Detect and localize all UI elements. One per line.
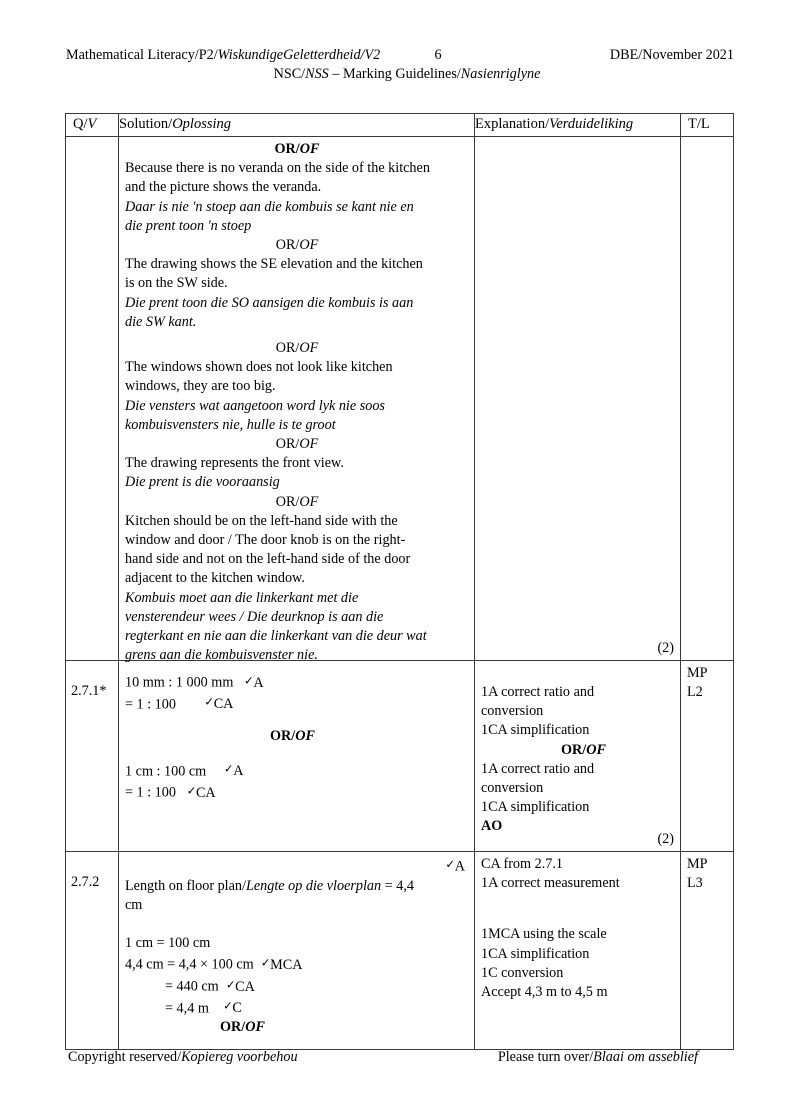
turn-over-af: Blaai om asseblief (593, 1049, 698, 1065)
header-subject-text: Mathematical Literacy/P2/ (66, 47, 218, 63)
spacer (125, 664, 469, 671)
taxonomy-value (681, 137, 733, 142)
solution-content (119, 137, 474, 664)
header-line-2 (66, 65, 734, 84)
ratio-expression-2: = 1 : 100 (125, 696, 176, 713)
check-mark-icon: ✓ (223, 761, 234, 776)
column-header-explanation-af: Verduideliking (549, 116, 634, 132)
measurement-label-en: Length on floor plan/ (125, 877, 246, 894)
ratio-expression-1: 10 mm : 1 000 mm (125, 674, 234, 691)
solution-content (119, 661, 474, 851)
measurement-annotation (125, 855, 469, 877)
or-separator (125, 339, 469, 358)
question-number-value: 2.7.2 (71, 874, 100, 890)
alt-answer-3-en-line2: windows, they are too big. (125, 378, 276, 395)
or-separator (125, 435, 469, 454)
row-taxonomy-cell (681, 661, 734, 852)
mark-code: CA (235, 978, 255, 995)
mark-code: CA (213, 696, 234, 713)
alt-answer-3-af-line1: Die vensters wat aangetoon word lyk nie soos (125, 397, 385, 414)
alt-answer-2-en-line2: is on the SW side. (125, 275, 228, 292)
alt-answer-5-af-line1: Kombuis moet aan die linkerkant met die (125, 589, 359, 606)
row-explanation-cell (475, 661, 681, 852)
scale-line-2 (125, 953, 469, 975)
row-question-number (66, 661, 119, 852)
spacer (125, 332, 469, 339)
or-label-af: OF (299, 436, 319, 453)
taxonomy-value (681, 661, 733, 704)
explanation-line: 1CA simplification (481, 945, 590, 962)
row-question-number (66, 852, 119, 1050)
alt-answer-1-en-line2: and the picture shows the veranda. (125, 179, 322, 196)
question-number-value: 2.7.1* (71, 683, 107, 699)
table-row (66, 661, 734, 852)
or-label-en: OR/ (220, 1019, 246, 1036)
row-solution-cell (119, 852, 475, 1050)
header-nsc-label: NSC/ (273, 66, 306, 82)
check-mark-icon: ✓ (223, 998, 233, 1013)
or-label-af: OF (586, 741, 606, 758)
column-header-taxonomy: T/L (681, 114, 734, 137)
explanation-line: 1C conversion (481, 964, 564, 981)
alt-answer-5-af-line2: vensterendeur wees / Die deurknop is aan die (125, 608, 384, 625)
explanation-line: CA from 2.7.1 (481, 856, 563, 872)
explanation-content (475, 661, 680, 851)
spacer (125, 747, 469, 760)
alt-answer-3-en-line1: The windows shown does not look like kitchen (125, 359, 393, 376)
or-label-af: OF (299, 340, 319, 357)
or-label-af: OF (295, 728, 315, 745)
check-mark-icon: ✓ (244, 673, 254, 687)
spacer (125, 915, 469, 934)
or-label-af: OF (245, 1019, 265, 1036)
page-footer (66, 1048, 734, 1068)
taxonomy-level: L2 (687, 684, 703, 701)
explanation-line: 1A correct ratio and (481, 760, 595, 777)
or-label-en: OR/ (274, 141, 300, 157)
mark-code: CA (195, 784, 216, 801)
turn-over-en: Please turn over/ (497, 1049, 594, 1065)
taxonomy-value (681, 852, 733, 895)
alt-answer-2-af-line1: Die prent toon die SO aansigen die kombuis is aan (125, 294, 414, 311)
header-subject-afrikaans: WiskundigeGeletterdheid/V2 (217, 47, 381, 63)
alt-answer-5-en-line3: hand side and not on the left-hand side of the door (125, 551, 411, 568)
header-exam-session: DBE/November 2021 (609, 47, 734, 63)
or-separator (125, 493, 469, 512)
explanation-content (475, 852, 680, 1049)
column-header-question (66, 114, 119, 137)
taxonomy-mp: MP (687, 856, 708, 872)
check-mark-icon: ✓ (260, 955, 271, 970)
row-explanation-cell (475, 852, 681, 1050)
column-header-question-af: V (87, 116, 97, 132)
header-nasienriglyne-label: Nasienriglyne (460, 66, 541, 82)
scale-line-4 (125, 997, 469, 1019)
turn-over-notice (498, 1048, 698, 1066)
page-header (66, 46, 734, 84)
or-separator (125, 727, 469, 746)
row-solution-cell (119, 137, 475, 664)
or-label-en: OR/ (275, 436, 300, 453)
measurement-line-2: cm (125, 896, 143, 913)
alt-answer-5-af-line4: grens aan die kombuisvenster nie. (125, 647, 318, 664)
ratio-line-3 (125, 760, 469, 782)
alt-answer-4-en-line1: The drawing represents the front view. (125, 455, 344, 472)
mark-code: A (454, 858, 465, 875)
check-mark-icon: ✓ (204, 694, 214, 709)
spacer (125, 714, 469, 727)
row-explanation-cell (475, 137, 681, 661)
column-header-solution (119, 114, 475, 137)
mark-code: MCA (270, 956, 303, 973)
header-nss-label: NSS (305, 66, 329, 82)
or-separator (125, 140, 469, 159)
explanation-line: 1CA simplification (481, 799, 590, 816)
scale-expression: 4,4 cm = 4,4 × 100 cm (125, 956, 254, 973)
taxonomy-mp: MP (687, 665, 708, 681)
marks-allocation: (2) (657, 830, 674, 847)
check-mark-icon: ✓ (445, 857, 455, 871)
scale-line-1: 1 cm = 100 cm (125, 935, 211, 952)
table-header-row (66, 114, 734, 137)
alt-answer-1-af-line1: Daar is nie 'n stoep aan die kombuis se kant nie en (125, 198, 414, 215)
column-header-explanation (475, 114, 681, 137)
or-label-en: OR/ (561, 741, 587, 758)
spacer (481, 912, 675, 925)
row-solution-cell (119, 661, 475, 852)
header-page-number: 6 (434, 47, 442, 63)
question-number-value (66, 137, 118, 142)
or-label-en: OR/ (275, 237, 300, 254)
explanation-line: 1A correct ratio and (481, 684, 595, 700)
marking-guidelines-table (65, 113, 734, 1050)
mark-code: A (253, 674, 264, 691)
or-label-af: OF (299, 493, 319, 510)
table-row (66, 852, 734, 1050)
header-subject (66, 46, 380, 65)
row-taxonomy-cell (681, 852, 734, 1050)
scale-result-m: = 4,4 m (165, 1000, 209, 1017)
column-header-solution-af: Oplossing (172, 116, 232, 132)
or-label-af: OF (299, 237, 319, 254)
alt-answer-4-af-line1: Die prent is die vooraansig (125, 474, 280, 491)
explanation-line: 1CA simplification (481, 722, 590, 739)
header-line-1 (66, 46, 734, 65)
ratio-expression-3: 1 cm : 100 cm (125, 763, 207, 780)
ratio-line-2 (125, 693, 469, 715)
copyright-notice (68, 1048, 298, 1066)
alt-answer-3-af-line2: kombuisvensters nie, hulle is te groot (125, 416, 336, 433)
or-separator (125, 1018, 469, 1037)
alt-answer-5-af-line3: regterkant en nie aan die linkerkant van die deur wat (125, 628, 427, 645)
or-label-en: OR/ (270, 728, 296, 745)
header-marking-guidelines-label: – Marking Guidelines/ (328, 66, 461, 82)
explanation-line: 1MCA using the scale (481, 926, 607, 943)
spacer (481, 664, 675, 683)
mark-code: A (233, 763, 244, 780)
column-header-solution-en: Solution/ (119, 116, 173, 132)
alt-answer-2-af-line2: die SW kant. (125, 313, 197, 330)
copyright-en: Copyright reserved/ (68, 1049, 182, 1065)
spacer (481, 893, 675, 912)
table-row (66, 137, 734, 661)
or-label-en: OR/ (275, 493, 300, 510)
explanation-line: 1A correct measurement (481, 875, 620, 892)
or-separator (125, 236, 469, 255)
explanation-line: Accept 4,3 m to 4,5 m (481, 984, 608, 1001)
explanation-line: conversion (481, 703, 544, 720)
solution-content (119, 852, 474, 1049)
alt-answer-5-en-line2: window and door / The door knob is on the right- (125, 532, 406, 549)
ratio-line-1 (125, 671, 469, 693)
measurement-label-af: Lengte op die vloerplan (245, 877, 382, 894)
or-label-en: OR/ (275, 340, 300, 357)
scale-line-3 (125, 975, 469, 997)
measurement-line-1 (125, 877, 469, 896)
explanation-content (475, 137, 680, 660)
explanation-line: conversion (481, 780, 544, 797)
measurement-value: = 4,4 (381, 877, 414, 894)
or-label-af: OF (299, 141, 320, 157)
taxonomy-level: L3 (687, 875, 703, 892)
mark-code: C (232, 1000, 242, 1017)
column-header-explanation-en: Explanation/ (475, 116, 550, 132)
alt-answer-5-en-line4: adjacent to the kitchen window. (125, 570, 305, 587)
check-mark-icon: ✓ (225, 977, 236, 992)
ratio-line-4 (125, 781, 469, 803)
column-header-question-en: Q/ (73, 116, 88, 132)
check-mark-icon: ✓ (186, 783, 196, 798)
marks-allocation: (2) (657, 639, 674, 656)
explanation-ao-code: AO (481, 818, 503, 835)
scale-result-cm: = 440 cm (165, 978, 219, 995)
row-taxonomy-cell (681, 137, 734, 661)
row-question-number (66, 137, 119, 661)
or-separator (481, 741, 675, 760)
alt-answer-1-af-line2: die prent toon 'n stoep (125, 217, 252, 234)
alt-answer-5-en-line1: Kitchen should be on the left-hand side with the (125, 512, 398, 529)
alt-answer-1-en-line1: Because there is no veranda on the side of the kitchen (125, 160, 430, 177)
ratio-expression-4: = 1 : 100 (125, 784, 176, 801)
alt-answer-2-en-line1: The drawing shows the SE elevation and the kitchen (125, 256, 423, 273)
copyright-af: Kopiereg voorbehou (181, 1049, 298, 1065)
